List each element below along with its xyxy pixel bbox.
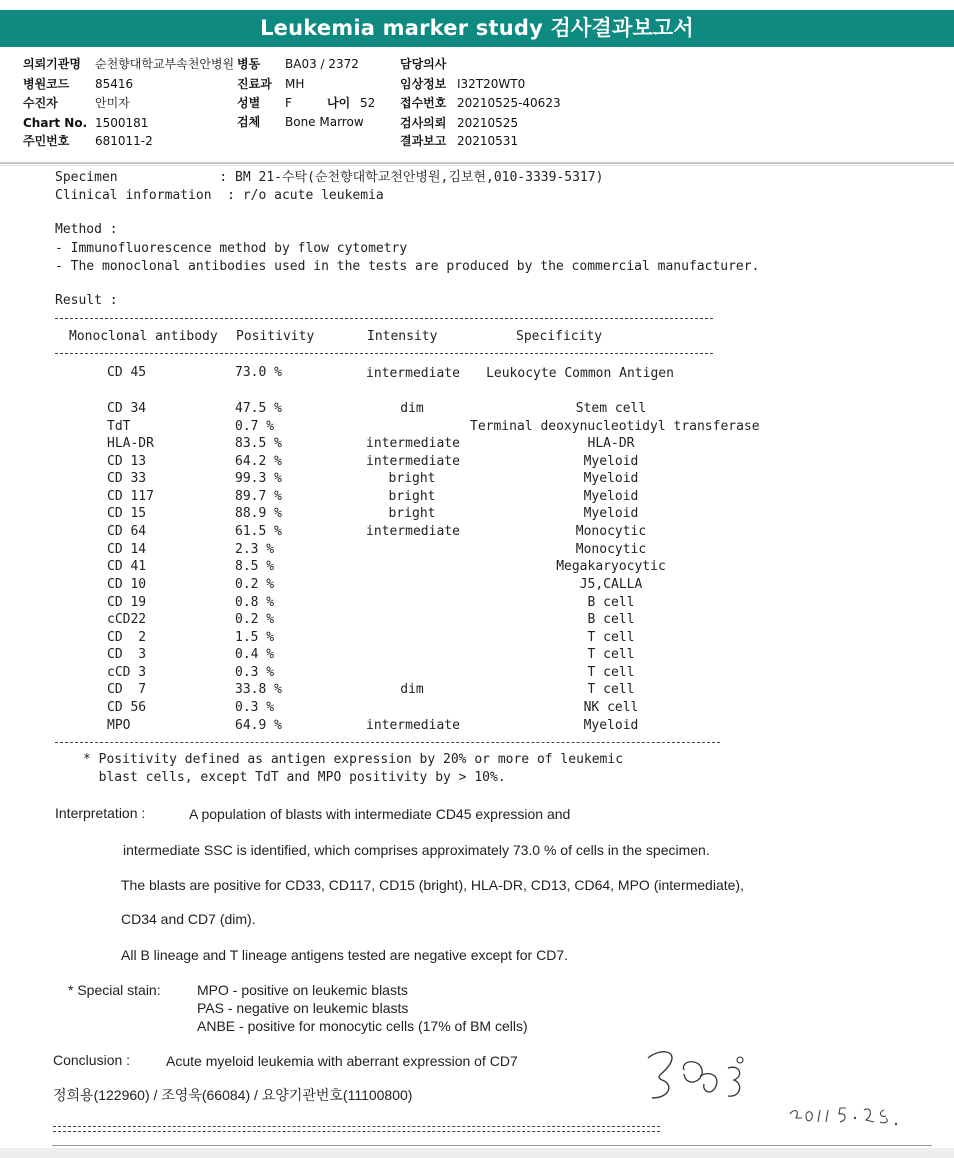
patient-label: 수진자	[23, 96, 58, 110]
method-line: - Immunofluorescence method by flow cytometry	[55, 241, 408, 256]
table-row	[0, 558, 954, 575]
table-row	[0, 681, 954, 698]
intensity-cell: intermediate	[366, 366, 460, 381]
antibody-cell: CD 117	[107, 489, 154, 504]
antibody-cell: CD 14	[107, 542, 147, 557]
header-divider	[0, 162, 954, 164]
id-value: 681011-2	[95, 134, 153, 148]
intensity-cell: bright	[388, 506, 436, 521]
table-row	[0, 699, 954, 716]
hospital-code-value: 85416	[95, 77, 134, 91]
specificity-cell: HLA-DR	[587, 436, 635, 451]
specificity-cell: Megakaryocytic	[556, 559, 666, 574]
intensity-cell: intermediate	[366, 436, 460, 451]
table-row	[0, 576, 954, 593]
hospital-label: 의뢰기관명	[23, 57, 81, 71]
specificity-cell: Myeloid	[583, 506, 639, 521]
positivity-cell: 83.5 %	[235, 436, 282, 451]
footnote-line: * Positivity defined as antigen expression by 20% or more of leukemic	[83, 752, 624, 767]
intensity-cell: dim	[400, 682, 424, 697]
positivity-cell: 64.9 %	[235, 718, 282, 733]
table-row	[0, 664, 954, 681]
patient-value: 안미자	[95, 96, 130, 110]
table-row	[0, 364, 954, 381]
table-row	[0, 594, 954, 611]
specificity-cell: Stem cell	[575, 401, 647, 416]
specificity-cell: B cell	[587, 612, 635, 627]
antibody-cell: TdT	[107, 419, 131, 434]
report-label: 결과보고	[400, 134, 447, 148]
table-row	[0, 611, 954, 628]
antibody-cell: CD 15	[107, 506, 147, 521]
positivity-cell: 0.7 %	[235, 419, 275, 434]
antibody-cell: MPO	[107, 718, 131, 733]
request-value: 20210525	[457, 116, 519, 130]
footnote-line: blast cells, except TdT and MPO positivity by > 10%.	[83, 770, 506, 785]
dept-label: 진료과	[237, 77, 272, 91]
antibody-cell: HLA-DR	[107, 436, 154, 451]
positivity-cell: 0.2 %	[235, 612, 275, 627]
antibody-cell: CD 19	[107, 595, 147, 610]
antibody-cell: CD 34	[107, 401, 147, 416]
ward-label: 병동	[237, 57, 261, 71]
antibody-cell: CD 45	[107, 365, 147, 380]
specimen-line: Specimen : BM 21-수탁(순천향대학교천안병원,김보현,010-3339-5317)	[55, 170, 604, 185]
age-value: 52	[360, 96, 376, 110]
positivity-cell: 0.3 %	[235, 665, 275, 680]
page-bottom-band	[0, 1148, 954, 1158]
receipt-value: 20210525-40623	[457, 96, 561, 110]
specificity-cell: Myeloid	[583, 718, 639, 733]
interpretation-line: The blasts are positive for CD33, CD117, CD15 (bright), HLA-DR, CD13, CD64, MPO (intermediate),	[121, 877, 744, 893]
clinical-line: Clinical information : r/o acute leukemia	[55, 188, 384, 203]
method-line: - The monoclonal antibodies used in the tests are produced by the commercial manufacturer.	[55, 259, 760, 274]
positivity-cell: 0.3 %	[235, 700, 275, 715]
doctor-label: 담당의사	[400, 57, 447, 71]
specificity-cell: T cell	[587, 665, 635, 680]
table-row	[0, 418, 954, 435]
special-stain-line: ANBE - positive for monocytic cells (17% of BM cells)	[197, 1018, 528, 1034]
report-value: 20210531	[457, 134, 519, 148]
table-header-rule	[55, 353, 713, 354]
interpretation-line: All B lineage and T lineage antigens tested are negative except for CD7.	[121, 947, 568, 963]
antibody-cell: CD 33	[107, 471, 147, 486]
positivity-cell: 33.8 %	[235, 682, 282, 697]
positivity-cell: 0.4 %	[235, 647, 275, 662]
header-divider-shadow	[0, 165, 954, 166]
age-label: 나이	[327, 96, 351, 110]
table-row	[0, 629, 954, 646]
interpretation-label: Interpretation :	[55, 805, 146, 821]
positivity-cell: 8.5 %	[235, 559, 275, 574]
hospital-code-label: 병원코드	[23, 77, 70, 91]
antibody-cell: CD 13	[107, 454, 147, 469]
signers-line: 정희용(122960) / 조영욱(66084) / 요양기관번호(11100800)	[53, 1087, 413, 1103]
intensity-cell: dim	[400, 401, 424, 416]
header-specificity: Specificity	[516, 329, 603, 344]
specificity-cell: Monocytic	[575, 524, 647, 539]
header-antibody: Monoclonal antibody	[69, 329, 218, 344]
specificity-cell: Myeloid	[583, 471, 639, 486]
positivity-cell: 88.9 %	[235, 506, 282, 521]
sex-label: 성별	[237, 96, 261, 110]
table-row	[0, 523, 954, 540]
intensity-cell: intermediate	[366, 524, 460, 539]
page-bottom-line	[52, 1145, 932, 1146]
intensity-cell: bright	[388, 471, 436, 486]
request-label: 검사의뢰	[400, 116, 447, 130]
antibody-cell: CD 64	[107, 524, 147, 539]
table-row	[0, 541, 954, 558]
table-top-rule	[55, 318, 713, 319]
specificity-cell: Terminal deoxynucleotidyl transferase	[470, 419, 760, 434]
specificity-cell: NK cell	[583, 700, 639, 715]
positivity-cell: 2.3 %	[235, 542, 275, 557]
specificity-cell: Myeloid	[583, 454, 639, 469]
antibody-cell: cCD22	[107, 612, 147, 627]
antibody-cell: CD 7	[107, 682, 147, 697]
specificity-cell: B cell	[587, 595, 635, 610]
header-positivity: Positivity	[236, 329, 315, 344]
table-row	[0, 646, 954, 663]
table-row	[0, 453, 954, 470]
table-row	[0, 488, 954, 505]
table-bottom-rule	[55, 742, 720, 743]
clinical-info-value: I32T20WT0	[457, 77, 526, 91]
intensity-cell: intermediate	[366, 718, 460, 733]
specificity-cell: Leukocyte Common Antigen	[486, 366, 674, 381]
positivity-cell: 0.2 %	[235, 577, 275, 592]
intensity-cell: bright	[388, 489, 436, 504]
positivity-cell: 64.2 %	[235, 454, 282, 469]
antibody-cell: CD 10	[107, 577, 147, 592]
header-intensity: Intensity	[367, 329, 438, 344]
dept-value: MH	[285, 77, 305, 91]
positivity-cell: 61.5 %	[235, 524, 282, 539]
ward-value: BA03 / 2372	[285, 57, 359, 71]
sex-value: F	[285, 96, 292, 110]
specificity-cell: Monocytic	[575, 542, 647, 557]
report-title: Leukemia marker study 검사결과보고서	[0, 10, 954, 47]
handwritten-signature	[640, 1040, 910, 1135]
specificity-cell: T cell	[587, 647, 635, 662]
antibody-cell: CD 56	[107, 700, 147, 715]
positivity-cell: 73.0 %	[235, 365, 282, 380]
receipt-label: 접수번호	[400, 96, 447, 110]
antibody-cell: cCD 3	[107, 665, 147, 680]
specificity-cell: T cell	[587, 682, 635, 697]
hospital-value: 순천향대학교부속천안병원	[95, 57, 235, 71]
specimen-label: 검체	[237, 115, 261, 129]
conclusion-value: Acute myeloid leukemia with aberrant expression of CD7	[166, 1053, 518, 1069]
id-label: 주민번호	[23, 134, 70, 148]
positivity-cell: 89.7 %	[235, 489, 282, 504]
antibody-cell: CD 41	[107, 559, 147, 574]
antibody-cell: CD 2	[107, 630, 147, 645]
positivity-cell: 99.3 %	[235, 471, 282, 486]
special-stain-line: PAS - negative on leukemic blasts	[197, 1000, 409, 1016]
chart-label: Chart No.	[23, 116, 88, 130]
table-row	[0, 400, 954, 417]
interpretation-line: intermediate SSC is identified, which comprises approximately 73.0 % of cells in the specimen.	[123, 842, 710, 858]
special-stain-line: MPO - positive on leukemic blasts	[197, 982, 408, 998]
bottom-double-rule	[53, 1126, 660, 1132]
interpretation-line: CD34 and CD7 (dim).	[121, 911, 256, 927]
special-stain-label: * Special stain:	[68, 982, 161, 998]
interpretation-line: A population of blasts with intermediate CD45 expression and	[189, 806, 571, 822]
specificity-cell: Myeloid	[583, 489, 639, 504]
specificity-cell: T cell	[587, 630, 635, 645]
result-title: Result :	[55, 293, 118, 308]
specificity-cell: J5,CALLA	[579, 577, 643, 592]
table-row	[0, 505, 954, 522]
positivity-cell: 0.8 %	[235, 595, 275, 610]
positivity-cell: 47.5 %	[235, 401, 282, 416]
table-row	[0, 470, 954, 487]
table-row	[0, 435, 954, 452]
antibody-cell: CD 3	[107, 647, 147, 662]
method-title: Method :	[55, 222, 118, 237]
positivity-cell: 1.5 %	[235, 630, 275, 645]
chart-value: 1500181	[95, 116, 149, 130]
specimen-value: Bone Marrow	[285, 115, 364, 129]
table-row	[0, 717, 954, 734]
conclusion-label: Conclusion :	[53, 1052, 131, 1068]
intensity-cell: intermediate	[366, 454, 460, 469]
clinical-info-label: 임상정보	[400, 77, 447, 91]
